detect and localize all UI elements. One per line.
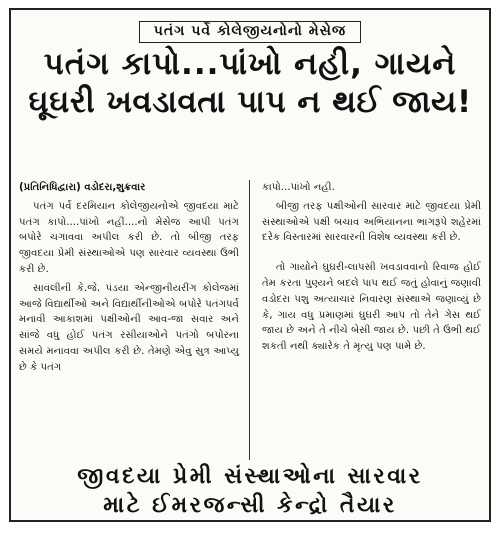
paragraph-spacer — [262, 246, 481, 260]
article-column-right — [250, 180, 481, 460]
paragraph-college: સાવલીની કે.જે. પંડયા એન્જીનીયરીંગ કોલેજમાં આજે વિદ્યાર્થીઓ અને વિદ્યાર્થીનીઓએ બપોરે પતંગપર્વ મનાવી આકાશમાં પક્ષીઓની આવ-જા સવાર અને સાંજે વધુ હોઈ પતંગ રસીયાઓને પતંગો બપોરના સમયે મનાવવા અપીલ કરી છે. તેમણે એવુ સુત્ર આપ્યુ છે કે પતંગ — [19, 282, 239, 373]
article-columns — [19, 180, 481, 460]
headline-line-1: પતંગ કાપો...પાંખો નહી, ગાયને — [43, 46, 457, 82]
dateline: (પ્રતિનિધિદ્વારા) વડોદરા,શુક્રવાર — [19, 182, 146, 193]
article-column-left — [19, 180, 250, 460]
headline-line-2: ઘૂઘરી ખવડાવતા પાપ ન થઈ જાય! — [28, 83, 472, 120]
newspaper-clipping — [9, 8, 491, 522]
kicker-wrapper — [11, 20, 489, 43]
bottom-subheadline — [11, 462, 489, 520]
paragraph-cow-warning: તો ગાયોને ઘુઘરી-લાપસી ખવડાવવાનો રિવાજ હોઈ તેમ કરતા પુણ્યને બદલે પાપ થઈ જતું હોવાનું જણાવી વડોદરા પશુ અત્યાચાર નિવારણ સંસ્થાએ જણાવ્યું છે કે, ગાય વધુ પ્રમાણમાં ઘુઘરી આપ તો તેને ગેસ થઈ જાય છે અને તે નીચે બેસી જાય છે. પછી તે ઉભી થઈ શકતી નથી ક્યારેક તે મૃત્યુ પણ પામે છે. — [262, 262, 481, 353]
subheadline-line-2: માટે ઈમરજન્સી કેન્દ્રો તૈયાર — [103, 493, 397, 518]
paragraph-continuation: કાપો...પાંખો નહી. — [262, 182, 335, 193]
main-headline — [11, 46, 489, 120]
subheadline-line-1: જીવદયા પ્રેમી સંસ્થાઓના સારવાર — [77, 464, 423, 489]
paragraph-intro: પતંગ પર્વ દરમિયાન કોલેજીયનોએ જીવદયા માટે પતંગ કાપો....પાંખો નહીં....નો મેસેજ આપી પતંગ બપોરે ચગાવવા અપીલ કરી છે. તો બીજી તરફ જીવદયા પ્રેમી સંસ્થાઓએ પણ સારવાર વ્યવસ્થા ઉભી કરી છે. — [19, 200, 239, 275]
paragraph-bird-care: બીજી તરફ પક્ષીઓની સારવાર માટે જીવદયા પ્રેમી સંસ્થાઓએ પક્ષી બચાવ અભિયાનના ભાગરૂપે શહેરમાં દરેક વિસ્તારમાં સારવારની વિશેષ વ્યવસ્થા કરી છે. — [262, 200, 481, 244]
kicker-headline: પતંગ પર્વે કોલેજીયનોનો મેસેજ — [139, 21, 361, 43]
